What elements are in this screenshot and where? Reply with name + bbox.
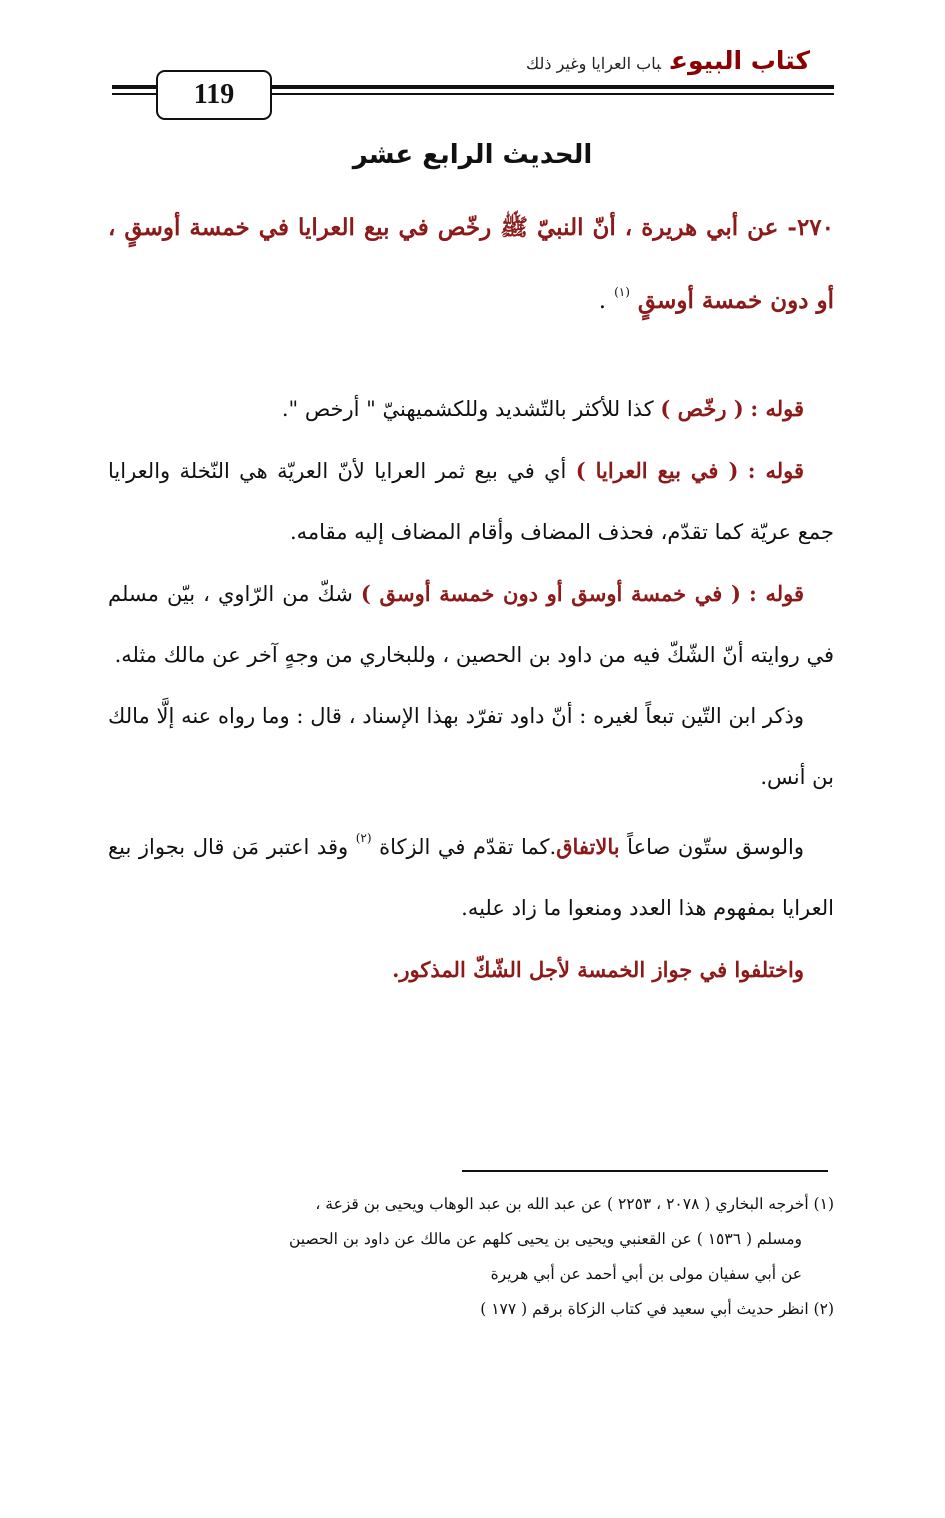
paragraph-text: .كما تقدّم في الزكاة (379, 835, 557, 859)
hadith-text (108, 196, 834, 333)
commentary-paragraph-3 (108, 563, 834, 686)
running-header (526, 46, 810, 75)
qawluh-label: قوله : (749, 581, 804, 606)
footnote-1-line-1: (١) أخرجه البخاري ( ٢٠٧٨ ، ٢٢٥٣ ) عن عبد الله بن عبد الوهاب ويحيى بن قزعة ، (315, 1195, 834, 1213)
commentary-paragraph-6: واختلفوا في جواز الخمسة لأجل الشّكّ المذكور. (392, 957, 804, 982)
quoted-phrase: ( في خمسة أوسق أو دون خمسة أوسق ) (360, 581, 741, 606)
hadith-body: ٢٧٠- عن أبي هريرة ، أنّ النبيّ ﷺ رخّص في بيع العرايا في خمسة أوسقٍ ، أو دون خمسة أوسقٍ (108, 214, 834, 314)
quoted-phrase: ( رخّص ) (660, 396, 744, 421)
qawluh-label: قوله : (747, 458, 805, 483)
footnote-1-line-3: عن أبي سفيان مولى بن أبي أحمد عن أبي هريرة (490, 1265, 802, 1283)
footnote-ref-2[interactable]: (٢) (355, 831, 372, 845)
paragraph-text: أي في بيع ثمر العرايا لأنّ العريّة هي النّخلة والعرايا جمع عريّة كما تقدّم، فحذف المضاف وأقام المضاف إليه مقامه. (108, 459, 834, 544)
paragraph-text: والوسق ستّون صاعاً (627, 835, 804, 859)
footnote-2: (٢) انظر حديث أبي سعيد في كتاب الزكاة برقم ( ١٧٧ ) (480, 1300, 834, 1318)
commentary-paragraph-1 (108, 378, 834, 440)
paragraph-text: وقد اعتبر مَن قال بجواز بيع العرايا بمفهوم هذا العدد ومنعوا ما زاد عليه. (108, 835, 834, 920)
footnote-1-line-2: ومسلم ( ١٥٣٦ ) عن القعنبي ويحيى بن يحيى كلهم عن مالك عن داود بن الحصين (288, 1230, 802, 1248)
commentary-paragraph-4: وذكر ابن التّين تبعاً لغيره : أنّ داود تفرّد بهذا الإسناد ، قال : وما رواه عنه إلَّا مالك بن أنس. (108, 704, 834, 789)
section-heading: الحديث الرابع عشر (352, 140, 593, 170)
commentary (108, 378, 834, 1000)
highlighted-word: بالاتفاق (556, 834, 620, 859)
footnotes (108, 1187, 834, 1327)
footnote-separator (462, 1170, 828, 1172)
qawluh-label: قوله : (750, 396, 804, 421)
chapter-title: باب العرايا وغير ذلك (526, 54, 661, 73)
commentary-paragraph-5 (108, 808, 834, 939)
book-title: كتاب البيوع (670, 46, 810, 75)
hadith-end: . (598, 288, 607, 314)
paragraph-text: كذا للأكثر بالتّشديد وللكشميهنيّ " أرخص ". (281, 397, 654, 421)
paragraph-text: شكّ من الرّاوي ، بيّن مسلم في روايته أنّ الشّكّ فيه من داود بن الحصين ، وللبخاري من وجهٍ آخر عن مالك مثله. (108, 582, 834, 667)
quoted-phrase: ( في بيع العرايا ) (575, 458, 739, 483)
footnote-ref-1[interactable]: (١) (614, 285, 630, 299)
page-number: 119 (156, 70, 272, 120)
commentary-paragraph-2 (108, 440, 834, 563)
